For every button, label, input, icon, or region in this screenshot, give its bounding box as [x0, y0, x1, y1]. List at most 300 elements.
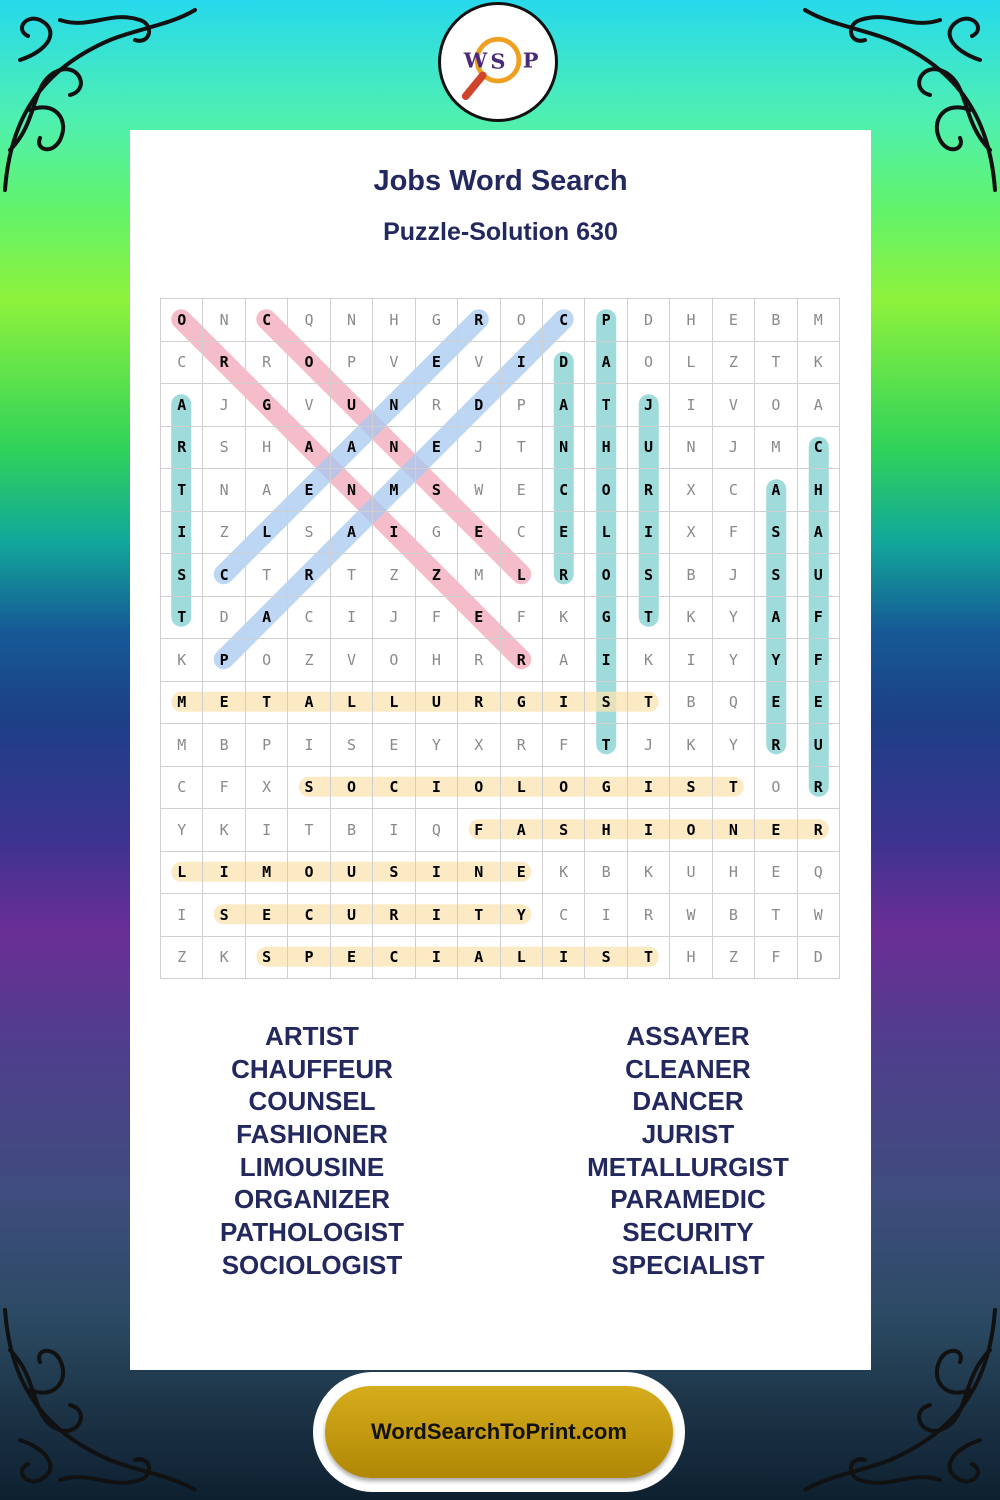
grid-cell[interactable]: L — [585, 511, 627, 554]
grid-cell[interactable]: O — [288, 851, 330, 894]
logo-letter-w: W — [463, 47, 488, 73]
grid-cell[interactable]: S — [373, 851, 415, 894]
grid-cell[interactable]: N — [542, 426, 584, 469]
grid-cell[interactable]: G — [415, 511, 457, 554]
grid-cell[interactable]: K — [203, 809, 245, 852]
grid-cell[interactable]: V — [712, 384, 754, 427]
grid-cell[interactable]: I — [415, 936, 457, 979]
grid-cell[interactable]: L — [373, 681, 415, 724]
grid-cell[interactable]: R — [458, 681, 500, 724]
grid-cell[interactable]: A — [797, 511, 839, 554]
grid-cell[interactable]: B — [330, 809, 372, 852]
grid-cell[interactable]: Y — [415, 724, 457, 767]
logo-letter-p: P — [522, 47, 539, 73]
word-list-right — [538, 1020, 838, 1282]
grid-cell[interactable]: A — [585, 341, 627, 384]
grid-cell[interactable]: T — [585, 724, 627, 767]
grid-row — [161, 894, 840, 937]
grid-cell[interactable]: T — [755, 894, 797, 937]
grid-cell[interactable]: K — [542, 851, 584, 894]
word-list-left — [162, 1020, 462, 1282]
grid-cell[interactable]: Z — [373, 554, 415, 597]
grid-cell[interactable]: E — [797, 681, 839, 724]
word-item: METALLURGIST — [587, 1151, 789, 1182]
grid-cell[interactable]: F — [797, 639, 839, 682]
grid-cell[interactable]: X — [458, 724, 500, 767]
grid-cell[interactable]: I — [627, 766, 669, 809]
grid-cell[interactable]: R — [458, 299, 500, 342]
word-item: JURIST — [641, 1119, 735, 1150]
grid-cell[interactable]: R — [458, 639, 500, 682]
grid-cell[interactable]: F — [797, 596, 839, 639]
grid-cell[interactable]: P — [585, 299, 627, 342]
word-item: PARAMEDIC — [610, 1184, 766, 1215]
grid-cell[interactable]: O — [670, 809, 712, 852]
grid-cell[interactable]: H — [670, 936, 712, 979]
grid-cell[interactable]: M — [245, 851, 287, 894]
grid-cell[interactable]: E — [288, 469, 330, 512]
grid-cell[interactable]: S — [627, 554, 669, 597]
grid-cell[interactable]: T — [712, 766, 754, 809]
grid-cell[interactable]: T — [500, 426, 542, 469]
grid-cell[interactable]: S — [542, 809, 584, 852]
grid-cell[interactable]: S — [670, 766, 712, 809]
grid-cell[interactable]: S — [245, 936, 287, 979]
grid-row — [161, 554, 840, 597]
grid-cell[interactable]: R — [245, 341, 287, 384]
grid-cell[interactable]: R — [161, 426, 203, 469]
grid-cell[interactable]: L — [500, 936, 542, 979]
word-item: ARTIST — [265, 1021, 359, 1051]
grid-cell[interactable]: O — [245, 639, 287, 682]
grid-cell[interactable]: V — [373, 341, 415, 384]
grid-cell[interactable]: P — [203, 639, 245, 682]
grid-cell[interactable]: E — [755, 809, 797, 852]
grid-cell[interactable]: E — [755, 851, 797, 894]
grid-cell[interactable]: F — [500, 596, 542, 639]
grid-cell[interactable]: K — [203, 936, 245, 979]
grid-cell[interactable]: I — [203, 851, 245, 894]
grid-cell[interactable]: J — [712, 554, 754, 597]
puzzle-card — [130, 130, 871, 1370]
grid-cell[interactable]: I — [627, 511, 669, 554]
grid-cell[interactable]: Y — [712, 639, 754, 682]
word-item: DANCER — [632, 1086, 744, 1117]
grid-cell[interactable]: L — [500, 766, 542, 809]
grid-cell[interactable]: E — [415, 426, 457, 469]
grid-cell[interactable]: U — [330, 894, 372, 937]
grid-cell[interactable]: N — [330, 469, 372, 512]
grid-cell[interactable]: C — [712, 469, 754, 512]
grid-cell[interactable]: S — [288, 766, 330, 809]
grid-cell[interactable]: I — [245, 809, 287, 852]
grid-cell[interactable]: T — [245, 554, 287, 597]
grid-cell[interactable]: L — [500, 554, 542, 597]
grid-cell[interactable]: T — [288, 809, 330, 852]
grid-cell[interactable]: K — [670, 724, 712, 767]
grid-cell[interactable]: H — [712, 851, 754, 894]
grid-cell[interactable]: H — [373, 299, 415, 342]
grid-cell[interactable]: R — [500, 724, 542, 767]
grid-cell[interactable]: R — [288, 554, 330, 597]
grid-cell[interactable]: E — [415, 341, 457, 384]
grid-row — [161, 384, 840, 427]
grid-cell[interactable]: S — [161, 554, 203, 597]
grid-cell[interactable]: M — [458, 554, 500, 597]
grid-cell[interactable]: C — [288, 596, 330, 639]
grid-cell[interactable]: T — [161, 596, 203, 639]
wsp-logo[interactable] — [438, 2, 558, 122]
grid-cell[interactable]: J — [373, 596, 415, 639]
grid-cell[interactable]: E — [542, 511, 584, 554]
grid-cell[interactable]: K — [627, 639, 669, 682]
grid-cell[interactable]: Z — [415, 554, 457, 597]
grid-cell[interactable]: V — [330, 639, 372, 682]
grid-cell[interactable]: O — [755, 766, 797, 809]
grid-cell[interactable]: I — [627, 809, 669, 852]
grid-cell[interactable]: A — [245, 469, 287, 512]
word-item: SPECIALIST — [611, 1249, 765, 1280]
grid-cell[interactable]: B — [712, 894, 754, 937]
grid-cell[interactable]: A — [288, 426, 330, 469]
word-item: CLEANER — [625, 1053, 751, 1084]
site-link-button[interactable] — [325, 1386, 673, 1478]
grid-cell[interactable]: R — [203, 341, 245, 384]
grid-cell[interactable]: H — [245, 426, 287, 469]
grid-cell[interactable]: S — [755, 511, 797, 554]
grid-cell[interactable]: E — [373, 724, 415, 767]
grid-cell[interactable]: I — [542, 936, 584, 979]
grid-cell[interactable]: O — [627, 341, 669, 384]
grid-cell[interactable]: A — [245, 596, 287, 639]
grid-cell[interactable]: S — [415, 469, 457, 512]
grid-cell[interactable]: R — [797, 809, 839, 852]
word-item: ORGANIZER — [234, 1184, 390, 1215]
grid-cell[interactable]: J — [627, 724, 669, 767]
grid-cell[interactable]: U — [330, 851, 372, 894]
grid-cell[interactable]: G — [585, 596, 627, 639]
grid-row — [161, 851, 840, 894]
grid-cell[interactable]: I — [670, 639, 712, 682]
grid-cell[interactable]: Z — [712, 936, 754, 979]
grid-cell[interactable]: F — [458, 809, 500, 852]
grid-cell[interactable]: T — [330, 554, 372, 597]
grid-cell[interactable]: E — [458, 511, 500, 554]
grid-cell[interactable]: O — [330, 766, 372, 809]
grid-cell[interactable]: Y — [161, 809, 203, 852]
grid-cell[interactable]: R — [627, 469, 669, 512]
grid-cell[interactable]: A — [500, 809, 542, 852]
grid-cell[interactable]: H — [585, 426, 627, 469]
grid-cell[interactable]: U — [670, 851, 712, 894]
grid-cell[interactable]: H — [585, 809, 627, 852]
grid-cell[interactable]: Z — [712, 341, 754, 384]
grid-cell[interactable]: T — [161, 469, 203, 512]
grid-cell[interactable]: G — [500, 681, 542, 724]
grid-row — [161, 724, 840, 767]
grid-cell[interactable]: M — [161, 681, 203, 724]
grid-cell[interactable]: N — [203, 469, 245, 512]
grid-cell[interactable]: I — [288, 724, 330, 767]
grid-cell[interactable]: T — [458, 894, 500, 937]
grid-cell[interactable]: I — [161, 511, 203, 554]
grid-cell[interactable]: A — [161, 384, 203, 427]
grid-cell[interactable]: D — [797, 936, 839, 979]
grid-cell[interactable]: R — [627, 894, 669, 937]
grid-cell[interactable]: F — [755, 936, 797, 979]
grid-cell[interactable]: X — [670, 469, 712, 512]
word-item: FASHIONER — [236, 1119, 388, 1150]
grid-cell[interactable]: A — [755, 469, 797, 512]
grid-cell[interactable]: A — [330, 511, 372, 554]
grid-cell[interactable]: A — [542, 384, 584, 427]
grid-cell[interactable]: C — [542, 894, 584, 937]
grid-cell[interactable]: H — [797, 469, 839, 512]
grid-cell[interactable]: Q — [797, 851, 839, 894]
grid-cell[interactable]: W — [458, 469, 500, 512]
grid-cell[interactable]: E — [500, 469, 542, 512]
grid-row — [161, 809, 840, 852]
grid-row — [161, 299, 840, 342]
grid-cell[interactable]: L — [330, 681, 372, 724]
grid-cell[interactable]: Y — [712, 724, 754, 767]
grid-cell[interactable]: Z — [203, 511, 245, 554]
grid-cell[interactable]: N — [670, 426, 712, 469]
grid-cell[interactable]: C — [797, 426, 839, 469]
grid-cell[interactable]: E — [330, 936, 372, 979]
grid-cell[interactable]: J — [458, 426, 500, 469]
grid-cell[interactable]: T — [627, 681, 669, 724]
grid-cell[interactable]: R — [415, 384, 457, 427]
grid-cell[interactable]: X — [245, 766, 287, 809]
word-item: PATHOLOGIST — [220, 1217, 404, 1248]
grid-cell[interactable]: K — [542, 596, 584, 639]
grid-cell[interactable]: B — [203, 724, 245, 767]
grid-cell[interactable]: N — [373, 426, 415, 469]
grid-cell[interactable]: Y — [755, 639, 797, 682]
grid-cell[interactable]: E — [203, 681, 245, 724]
grid-cell[interactable]: V — [288, 384, 330, 427]
grid-cell[interactable]: J — [712, 426, 754, 469]
grid-cell[interactable]: D — [458, 384, 500, 427]
grid-cell[interactable]: M — [161, 724, 203, 767]
grid-cell[interactable]: C — [288, 894, 330, 937]
grid-cell[interactable]: D — [542, 341, 584, 384]
grid-row — [161, 681, 840, 724]
grid-cell[interactable]: C — [542, 299, 584, 342]
grid-cell[interactable]: I — [500, 341, 542, 384]
word-item: COUNSEL — [248, 1086, 376, 1117]
grid-cell[interactable]: Y — [500, 894, 542, 937]
grid-cell[interactable]: K — [670, 596, 712, 639]
grid-cell[interactable]: F — [415, 596, 457, 639]
grid-cell[interactable]: I — [415, 766, 457, 809]
grid-cell[interactable]: C — [542, 469, 584, 512]
grid-cell[interactable]: Y — [712, 596, 754, 639]
grid-cell[interactable]: T — [245, 681, 287, 724]
grid-cell[interactable]: A — [542, 639, 584, 682]
grid-row — [161, 639, 840, 682]
grid-cell[interactable]: R — [755, 724, 797, 767]
grid-cell[interactable]: C — [203, 554, 245, 597]
grid-row — [161, 469, 840, 512]
grid-cell[interactable]: B — [585, 851, 627, 894]
grid-cell[interactable]: L — [670, 341, 712, 384]
grid-cell[interactable]: S — [585, 681, 627, 724]
grid-cell[interactable]: I — [415, 894, 457, 937]
grid-row — [161, 766, 840, 809]
grid-row — [161, 341, 840, 384]
grid-cell[interactable]: P — [245, 724, 287, 767]
grid-cell[interactable]: K — [627, 851, 669, 894]
grid-cell[interactable]: S — [203, 894, 245, 937]
grid-cell[interactable]: A — [288, 681, 330, 724]
grid-cell[interactable]: I — [585, 639, 627, 682]
grid-cell[interactable]: T — [585, 384, 627, 427]
grid-cell[interactable]: L — [245, 511, 287, 554]
grid-cell[interactable]: V — [458, 341, 500, 384]
grid-cell[interactable]: P — [330, 341, 372, 384]
grid-cell[interactable]: I — [670, 384, 712, 427]
grid-cell[interactable]: Q — [712, 681, 754, 724]
grid-cell[interactable]: A — [755, 596, 797, 639]
grid-cell[interactable]: C — [161, 341, 203, 384]
word-item: ASSAYER — [626, 1021, 750, 1051]
grid-cell[interactable]: H — [415, 639, 457, 682]
page-title: Jobs Word Search — [373, 165, 628, 197]
grid-cell[interactable]: G — [585, 766, 627, 809]
grid-cell[interactable]: F — [203, 766, 245, 809]
grid-cell[interactable]: E — [500, 851, 542, 894]
grid-cell[interactable]: P — [500, 384, 542, 427]
grid-cell[interactable]: O — [585, 469, 627, 512]
grid-row — [161, 511, 840, 554]
grid-cell[interactable]: A — [458, 936, 500, 979]
grid-cell[interactable]: B — [670, 681, 712, 724]
grid-cell[interactable]: D — [203, 596, 245, 639]
grid-cell[interactable]: B — [755, 299, 797, 342]
grid-cell[interactable]: N — [373, 384, 415, 427]
grid-cell[interactable]: T — [755, 341, 797, 384]
grid-cell[interactable]: G — [245, 384, 287, 427]
grid-cell[interactable]: K — [797, 341, 839, 384]
grid-cell[interactable]: U — [330, 384, 372, 427]
grid-cell[interactable]: M — [373, 469, 415, 512]
grid-cell[interactable]: S — [288, 511, 330, 554]
grid-cell[interactable]: N — [203, 299, 245, 342]
grid-cell[interactable]: O — [755, 384, 797, 427]
word-grid — [160, 298, 840, 978]
grid-cell[interactable]: C — [373, 766, 415, 809]
grid-cell[interactable]: Q — [288, 299, 330, 342]
word-item: LIMOUSINE — [239, 1151, 385, 1182]
grid-cell[interactable]: E — [458, 596, 500, 639]
grid-cell[interactable]: W — [797, 894, 839, 937]
grid-cell[interactable]: W — [670, 894, 712, 937]
grid-cell[interactable]: F — [712, 511, 754, 554]
grid-cell[interactable]: B — [670, 554, 712, 597]
grid-cell[interactable]: E — [245, 894, 287, 937]
site-link-container — [313, 1372, 685, 1492]
grid-row — [161, 426, 840, 469]
grid-cell[interactable]: Q — [415, 809, 457, 852]
grid-cell[interactable]: A — [797, 384, 839, 427]
grid-cell[interactable]: T — [627, 596, 669, 639]
grid-cell[interactable]: O — [585, 554, 627, 597]
grid-cell[interactable]: I — [415, 851, 457, 894]
grid-cell[interactable]: D — [627, 299, 669, 342]
grid-cell[interactable]: M — [797, 299, 839, 342]
grid-cell[interactable]: R — [373, 894, 415, 937]
grid-cell[interactable]: X — [670, 511, 712, 554]
grid-cell[interactable]: S — [203, 426, 245, 469]
grid-cell[interactable]: C — [245, 299, 287, 342]
grid-cell[interactable]: A — [330, 426, 372, 469]
grid-cell[interactable]: I — [542, 681, 584, 724]
grid-cell[interactable]: E — [755, 681, 797, 724]
grid-cell[interactable]: R — [500, 639, 542, 682]
grid-cell[interactable]: U — [797, 554, 839, 597]
grid-cell[interactable]: P — [288, 936, 330, 979]
grid-cell[interactable]: C — [161, 766, 203, 809]
grid-cell[interactable]: O — [373, 639, 415, 682]
grid-row — [161, 596, 840, 639]
grid-cell[interactable]: O — [542, 766, 584, 809]
grid-cell[interactable]: U — [415, 681, 457, 724]
grid-cell[interactable]: K — [161, 639, 203, 682]
grid-cell[interactable]: U — [797, 724, 839, 767]
grid-cell[interactable]: M — [755, 426, 797, 469]
grid-cell[interactable]: C — [500, 511, 542, 554]
grid-cell[interactable]: C — [373, 936, 415, 979]
site-link-label: WordSearchToPrint.com — [371, 1419, 627, 1444]
grid-cell[interactable]: N — [712, 809, 754, 852]
grid-cell[interactable]: E — [712, 299, 754, 342]
grid-cell[interactable]: H — [670, 299, 712, 342]
grid-cell[interactable]: U — [627, 426, 669, 469]
grid-cell[interactable]: G — [415, 299, 457, 342]
grid-cell[interactable]: O — [500, 299, 542, 342]
grid-cell[interactable]: I — [161, 894, 203, 937]
grid-cell[interactable]: S — [755, 554, 797, 597]
page-subtitle: Puzzle-Solution 630 — [383, 218, 618, 246]
grid-cell[interactable]: N — [458, 851, 500, 894]
grid-cell[interactable]: F — [542, 724, 584, 767]
grid-cell[interactable]: R — [542, 554, 584, 597]
grid-cell[interactable]: N — [330, 299, 372, 342]
grid-cell[interactable]: I — [585, 894, 627, 937]
word-item: SECURITY — [622, 1217, 754, 1248]
grid-cell[interactable]: L — [161, 851, 203, 894]
grid-cell[interactable]: Z — [161, 936, 203, 979]
grid-cell[interactable]: I — [373, 809, 415, 852]
grid-row — [161, 936, 840, 979]
grid-cell[interactable]: O — [288, 341, 330, 384]
grid-cell[interactable]: S — [585, 936, 627, 979]
grid-cell[interactable]: O — [458, 766, 500, 809]
grid-cell[interactable]: O — [161, 299, 203, 342]
grid-cell[interactable]: S — [330, 724, 372, 767]
grid-cell[interactable]: Z — [288, 639, 330, 682]
grid-cell[interactable]: J — [627, 384, 669, 427]
grid-cell[interactable]: I — [373, 511, 415, 554]
letter-grid — [160, 298, 840, 979]
grid-cell[interactable]: T — [627, 936, 669, 979]
grid-cell[interactable]: J — [203, 384, 245, 427]
grid-cell[interactable]: R — [797, 766, 839, 809]
grid-cell[interactable]: I — [330, 596, 372, 639]
word-item: CHAUFFEUR — [231, 1053, 393, 1084]
